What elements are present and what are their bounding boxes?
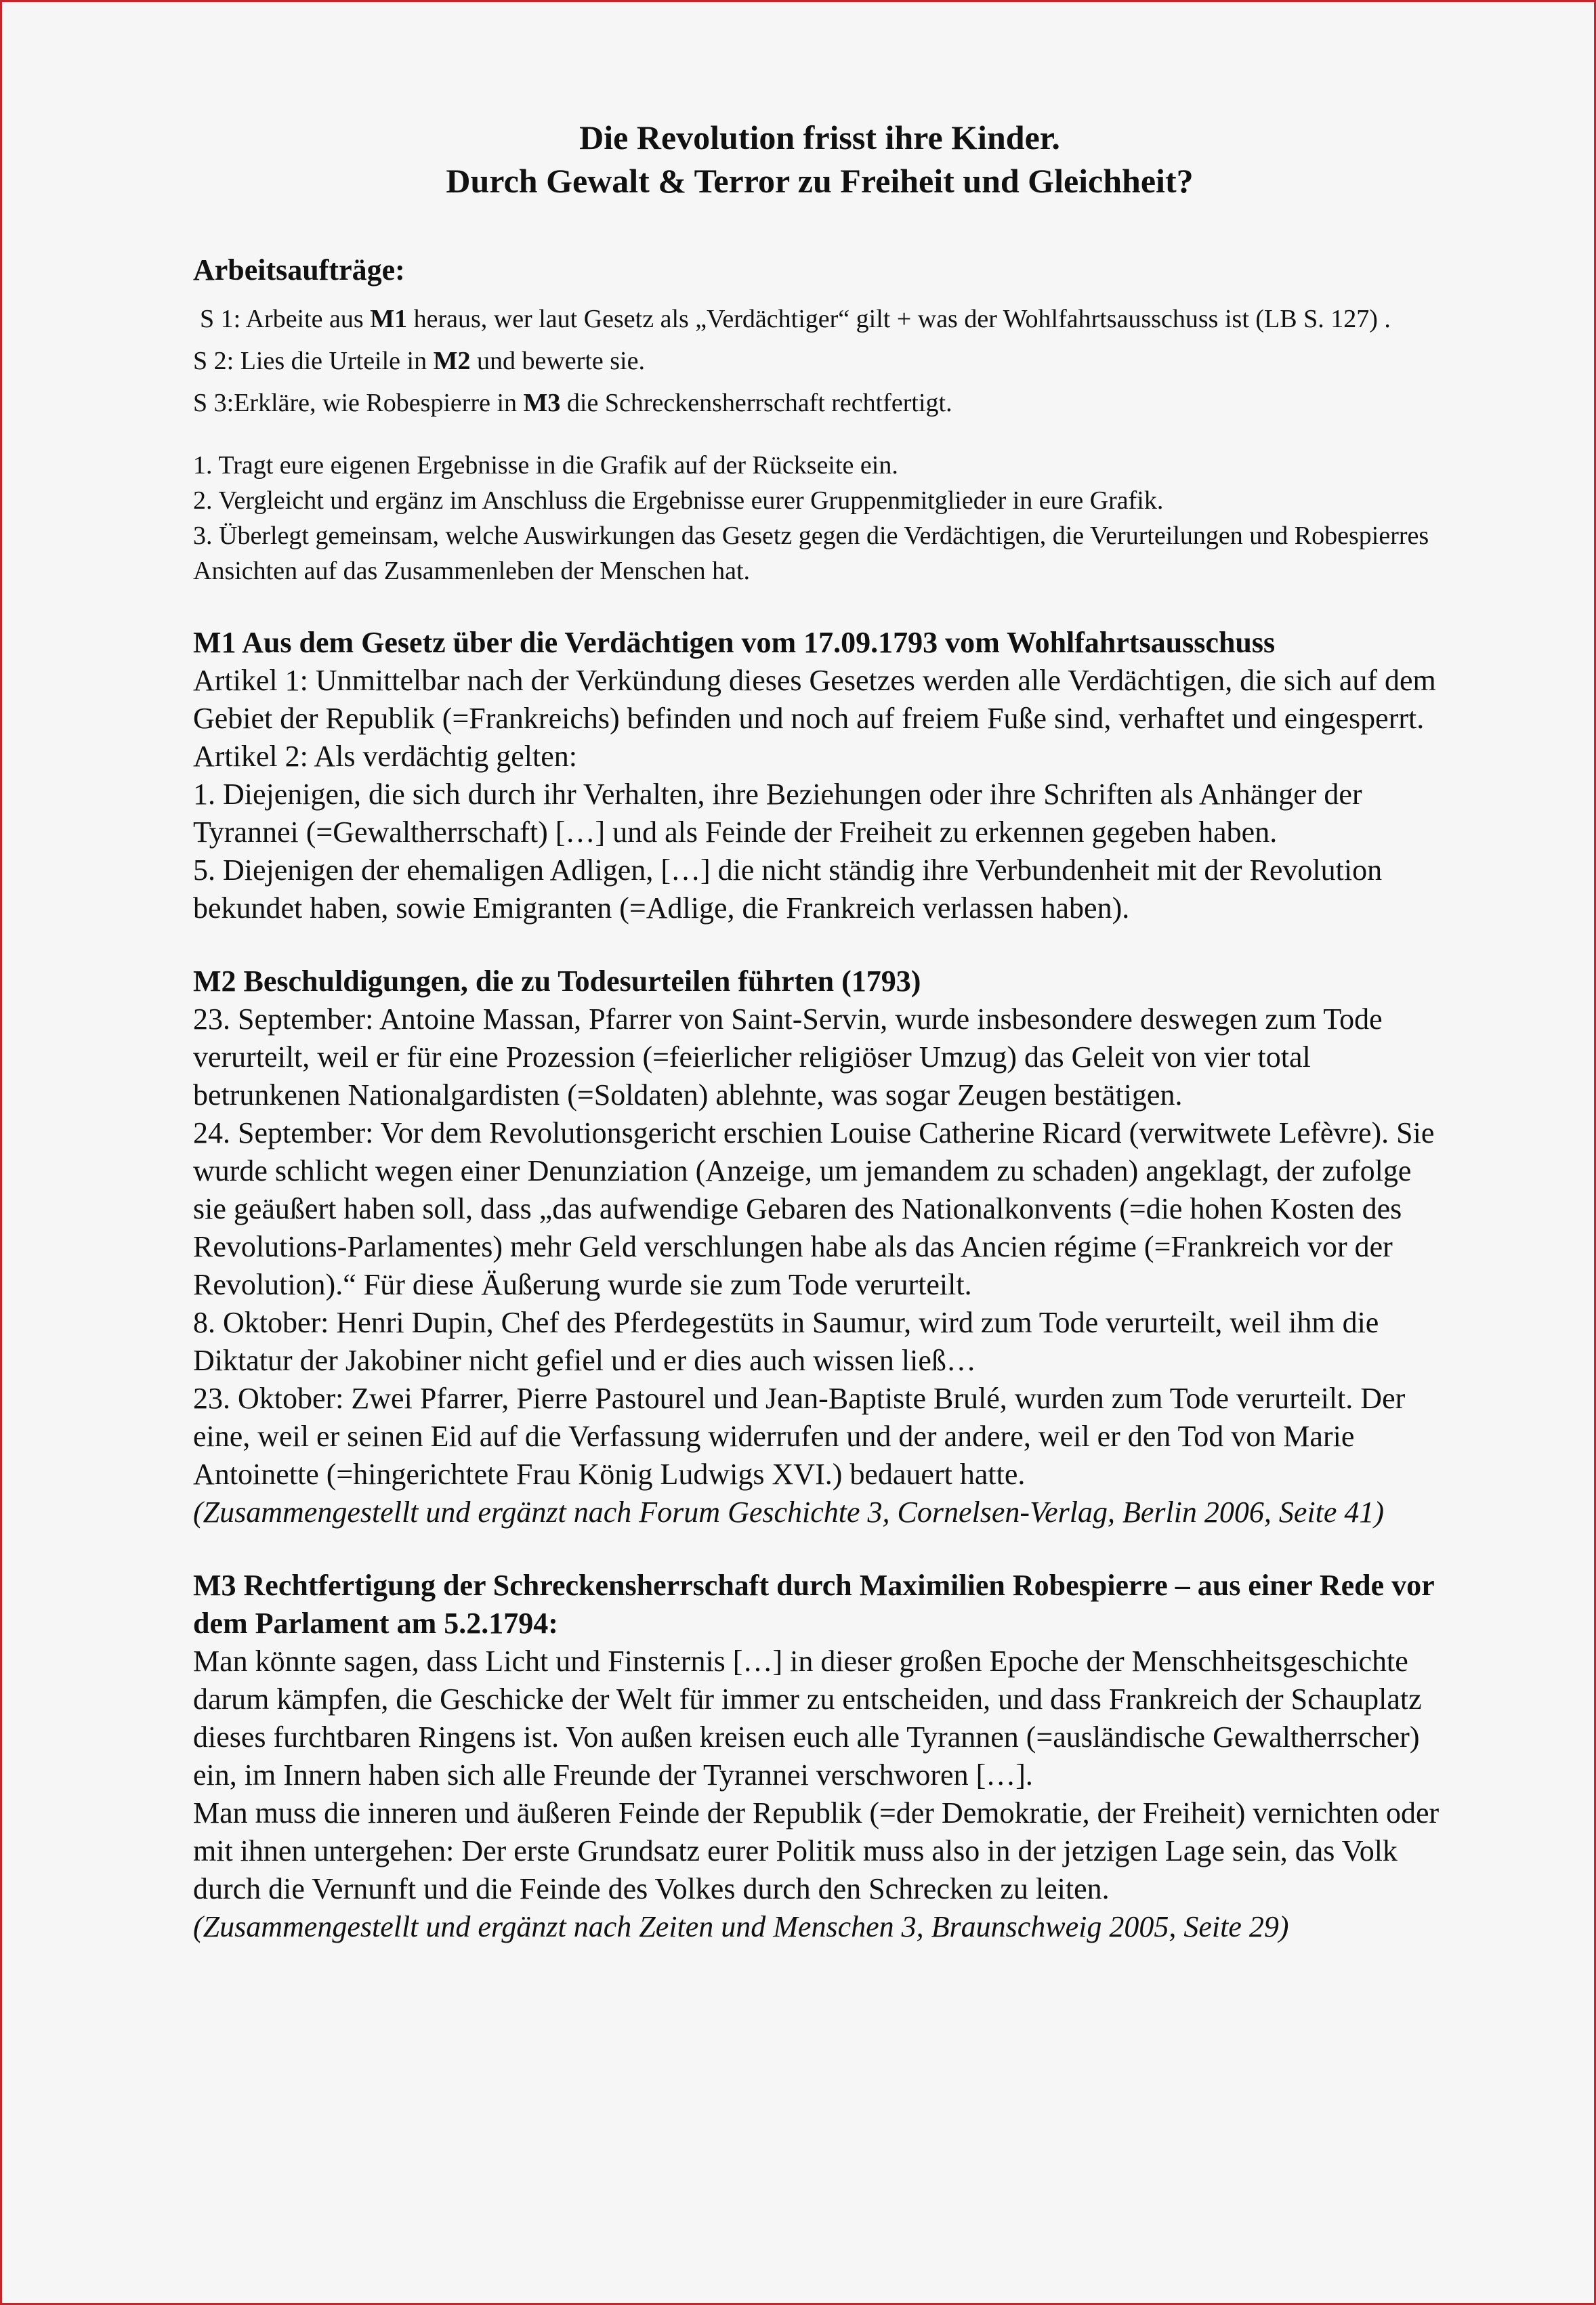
title-line-1: Die Revolution frisst ihre Kinder. <box>579 119 1060 156</box>
section-m2 <box>193 963 1446 1531</box>
task-s1 <box>193 301 1446 337</box>
m2-paragraph: 23. September: Antoine Massan, Pfarrer von Saint-Servin, wurde insbesondere deswegen zum Tode verurteilt, weil er für eine Prozession (=feierlicher religiöser Umzug) das Geleit von vier total betrunkenen Nationalgardisten (=Soldaten) ablehnte, was sogar Zeugen bestätigen. <box>193 1002 1383 1112</box>
task-s3-text: S 3:Erkläre, wie Robespierre in <box>193 389 524 417</box>
m2-heading: M2 Beschuldigungen, die zu Todesurteilen führten (1793) <box>193 965 921 998</box>
m2-paragraph: 8. Oktober: Henri Dupin, Chef des Pferdegestüts in Saumur, wird zum Tode verurteilt, weil ihm die Diktatur der Jakobiner nicht gefiel und er dies auch wissen ließ… <box>193 1306 1379 1377</box>
task-s2-text: S 2: Lies die Urteile in <box>193 347 434 375</box>
task-s2 <box>193 343 1446 379</box>
m1-paragraph: 5. Diejenigen der ehemaligen Adligen, […] die nicht ständig ihre Verbundenheit mit der Revolution bekundet haben, sowie Emigranten (=Adlige, die Frankreich verlassen haben). <box>193 853 1383 925</box>
m3-paragraph: Man könnte sagen, dass Licht und Finsternis […] in dieser großen Epoche der Menschheitsgeschichte darum kämpfen, die Geschicke der Welt für immer zu entscheiden, und dass Frankreich der Schauplatz dieses furchtbaren Ringens ist. Von außen kreisen euch alle Tyrannen (=ausländische Gewaltherrscher) ein, im Innern haben sich alle Freunde der Tyrannei verschworen […]. <box>193 1645 1422 1792</box>
task-s1-text: S 1: Arbeite aus <box>200 305 371 333</box>
section-m3 <box>193 1567 1446 1946</box>
task-s3-text-end: die Schreckensherrschaft rechtfertigt. <box>560 389 952 417</box>
m1-paragraph: Artikel 1: Unmittelbar nach der Verkündung dieses Gesetzes werden alle Verdächtigen, die sich auf dem Gebiet der Republik (=Frankreichs) befinden und noch auf freiem Fuße sind, verhaftet und eingesperrt. <box>193 664 1436 735</box>
m3-paragraph: Man muss die inneren und äußeren Feinde der Republik (=der Demokratie, der Freiheit) vernichten oder mit ihnen untergehen: Der erste Grundsatz eurer Politik muss also in der jetzigen Lage sein, das Volk durch die Vernunft und die Feinde des Volkes durch den Schrecken zu leiten. <box>193 1796 1440 1905</box>
task-s3-ref: M3 <box>523 389 561 417</box>
step-item: 1. Tragt eure eigenen Ergebnisse in die Grafik auf der Rückseite ein. <box>193 451 898 480</box>
m3-source: (Zusammengestellt und ergänzt nach Zeiten und Menschen 3, Braunschweig 2005, Seite 29) <box>193 1910 1289 1943</box>
worksheet-content <box>193 116 1446 1946</box>
m1-paragraph: Artikel 2: Als verdächtig gelten: <box>193 740 577 773</box>
page-title <box>193 116 1446 203</box>
task-s1-ref: M1 <box>370 305 408 333</box>
section-m1 <box>193 624 1446 927</box>
task-s3 <box>193 385 1446 421</box>
m1-paragraph: 1. Diejenigen, die sich durch ihr Verhalten, ihre Beziehungen oder ihre Schriften als Anhänger der Tyrannei (=Gewaltherrschaft) […] und als Feinde der Freiheit zu erkennen gegeben haben. <box>193 778 1362 849</box>
m2-source: (Zusammengestellt und ergänzt nach Forum Geschichte 3, Cornelsen-Verlag, Berlin 2006, Seite 41) <box>193 1496 1385 1529</box>
task-s2-text-end: und bewerte sie. <box>470 347 645 375</box>
title-line-2: Durch Gewalt & Terror zu Freiheit und Gleichheit? <box>446 162 1194 200</box>
m2-paragraph: 23. Oktober: Zwei Pfarrer, Pierre Pastourel und Jean-Baptiste Brulé, wurden zum Tode verurteilt. Der eine, weil er seinen Eid auf die Verfassung widerrufen und der andere, weil er den Tod von Marie Antoinette (=hingerichtete Frau König Ludwigs XVI.) bedauert hatte. <box>193 1382 1406 1491</box>
task-s2-ref: M2 <box>433 347 471 375</box>
m2-paragraph: 24. September: Vor dem Revolutionsgericht erschien Louise Catherine Ricard (verwitwete Lefèvre). Sie wurde schlicht wegen einer Denunziation (Anzeige, um jemandem zu schaden) angeklagt, der zufolge sie geäußert haben soll, dass „das aufwendige Gebaren des Nationalkonvents (=die hohen Kosten des Revolutions-Parlamentes) mehr Geld verschlungen habe als das Ancien régime (=Frankreich vor der Revolution).“ Für diese Äußerung wurde sie zum Tode verurteilt. <box>193 1116 1435 1301</box>
tasks-heading: Arbeitsaufträge: <box>193 253 405 287</box>
step-item: 2. Vergleicht und ergänz im Anschluss die Ergebnisse eurer Gruppenmitglieder in eure Grafik. <box>193 486 1164 515</box>
m3-heading: M3 Rechtfertigung der Schreckensherrschaft durch Maximilien Robespierre – aus einer Rede vor dem Parlament am 5.2.1794: <box>193 1569 1434 1640</box>
steps-list <box>193 448 1446 589</box>
m1-heading: M1 Aus dem Gesetz über die Verdächtigen vom 17.09.1793 vom Wohlfahrtsausschuss <box>193 626 1276 659</box>
task-s1-text-end: heraus, wer laut Gesetz als „Verdächtiger“ gilt + was der Wohlfahrtsausschuss ist (LB S. 127) . <box>407 305 1391 333</box>
step-item: 3. Überlegt gemeinsam, welche Auswirkungen das Gesetz gegen die Verdächtigen, die Verurteilungen und Robespierres Ansichten auf das Zusammenleben der Menschen hat. <box>193 522 1429 585</box>
